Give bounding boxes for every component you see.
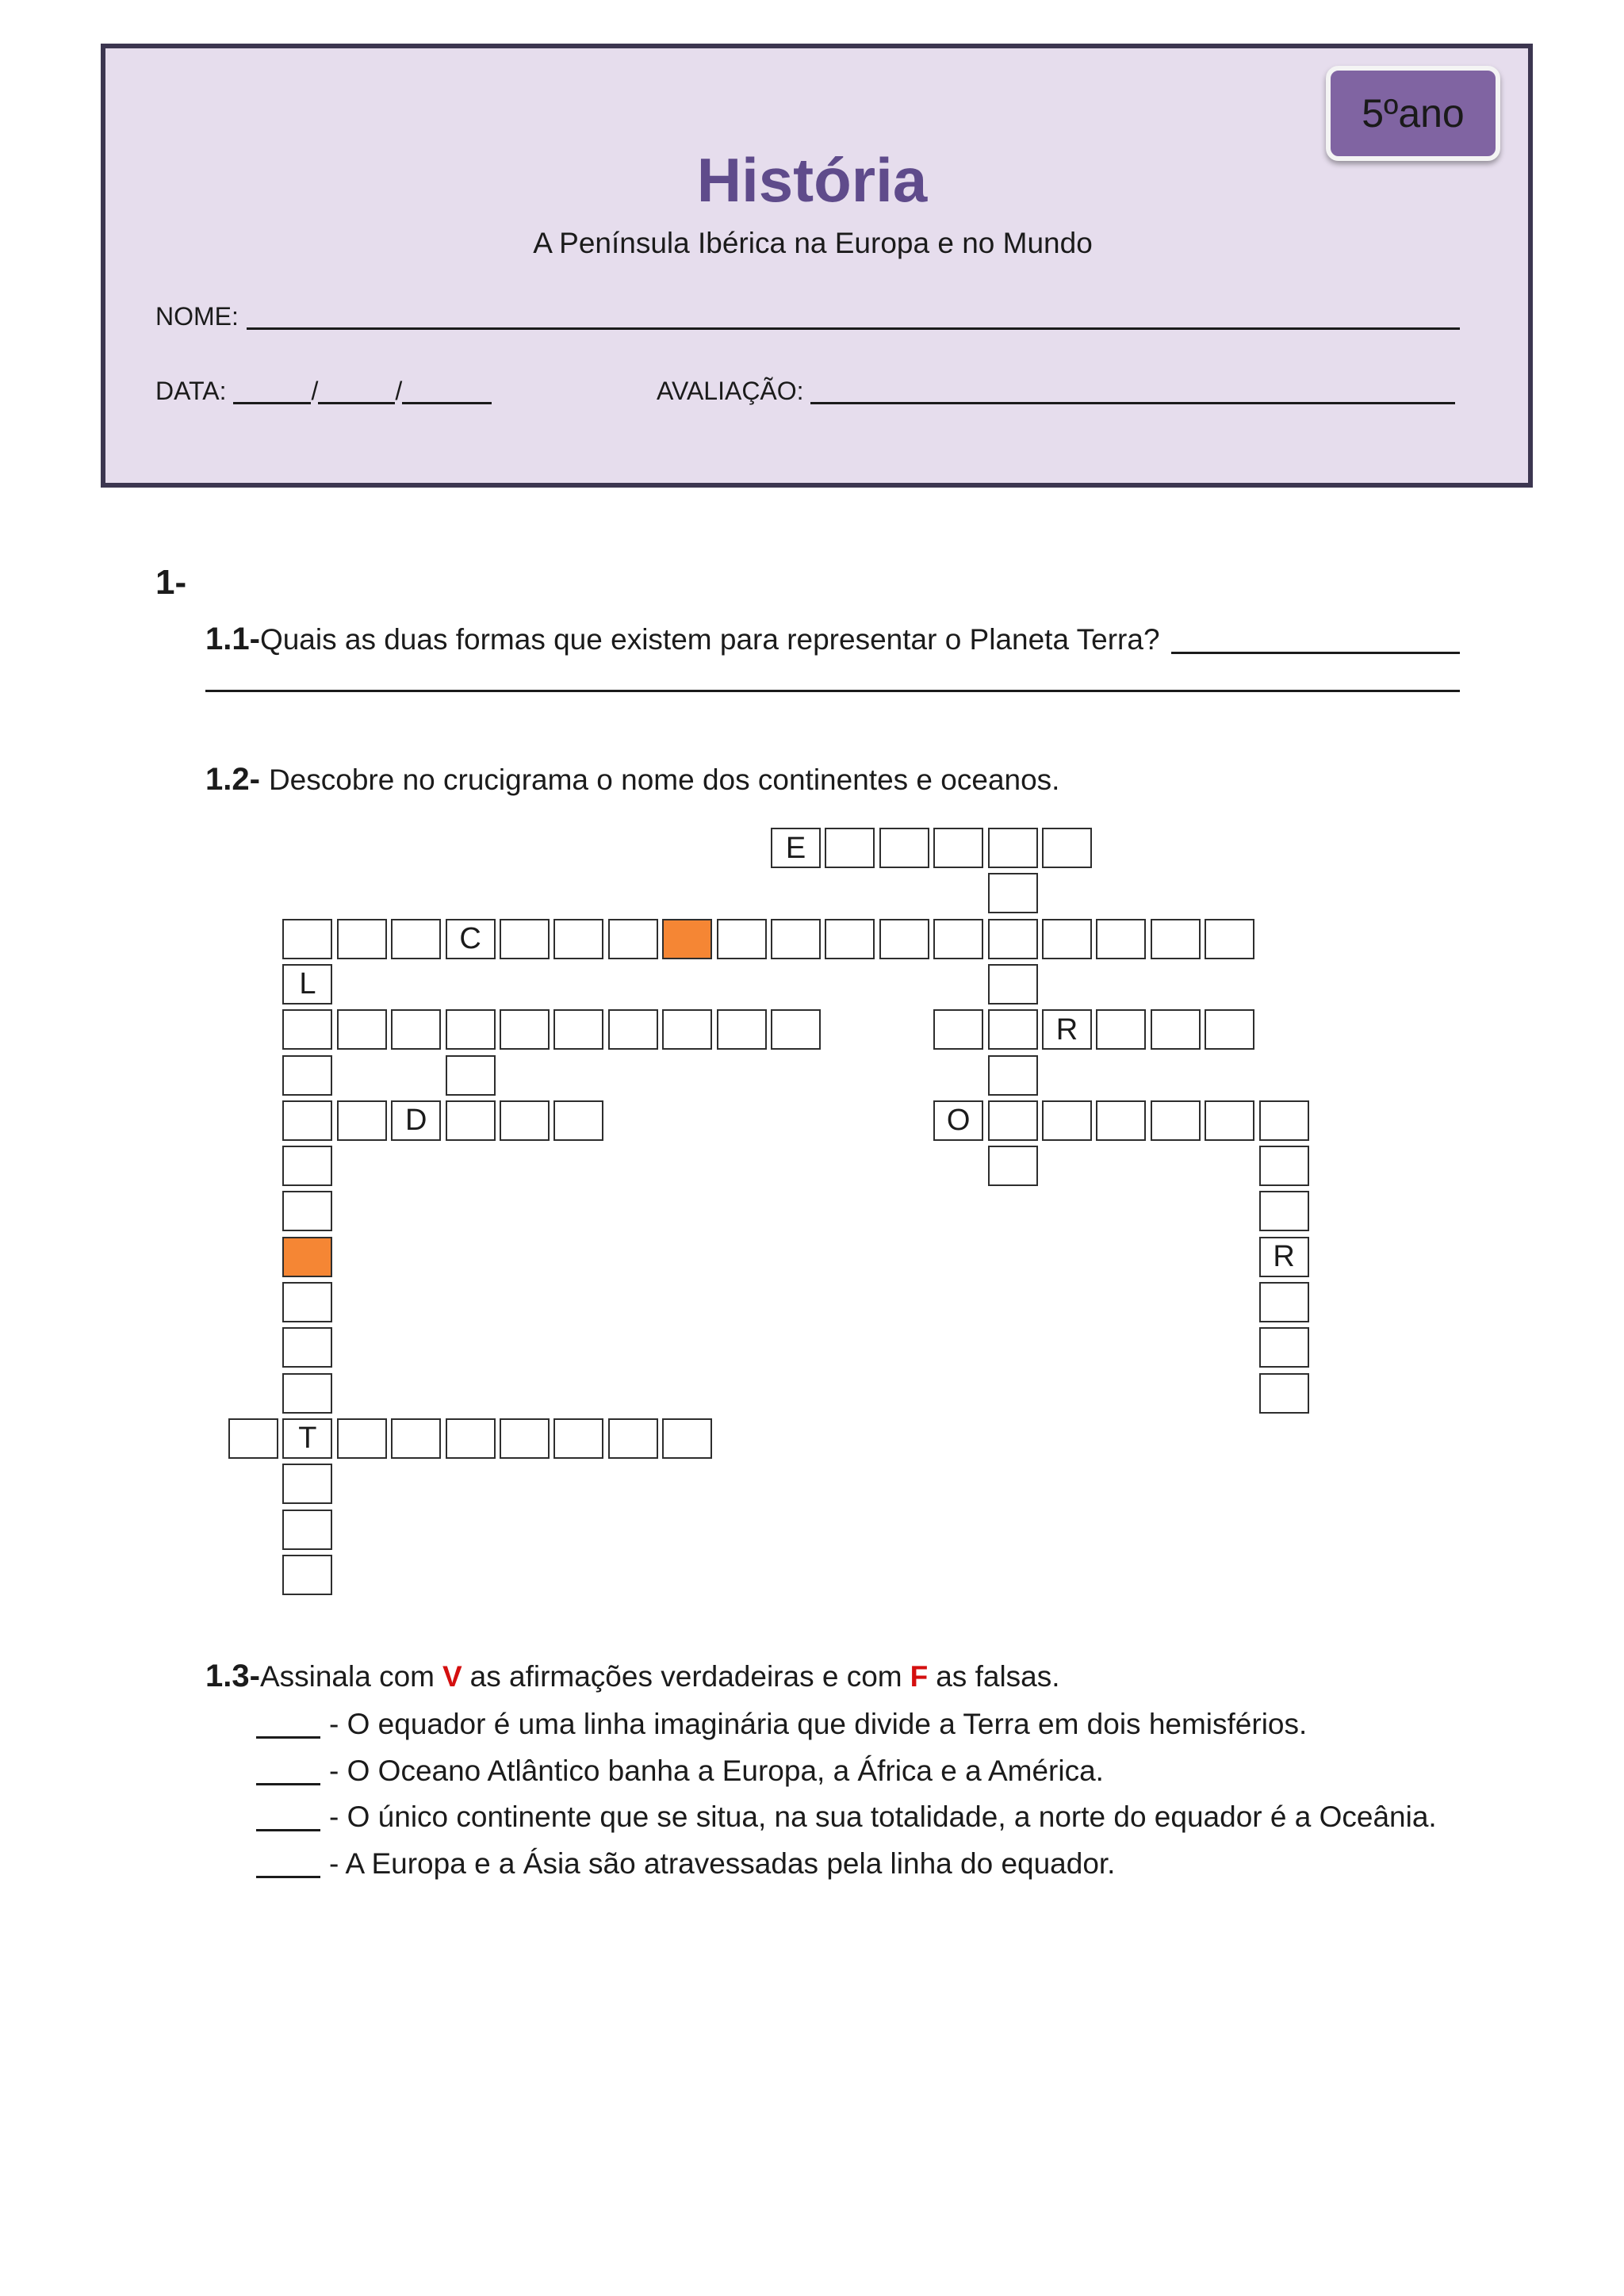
crossword-cell <box>988 1055 1038 1096</box>
statement-item <box>256 1705 1307 1743</box>
crossword-cell <box>391 919 441 959</box>
crossword-cell <box>282 1146 332 1186</box>
crossword-cell <box>1205 1009 1254 1050</box>
crossword-cell <box>282 1418 332 1459</box>
crossword-cell <box>988 828 1038 868</box>
date-year-blank <box>402 381 492 404</box>
crossword-given-letter: O <box>946 1104 971 1138</box>
crossword-cell <box>282 919 332 959</box>
crossword-cell <box>988 1146 1038 1186</box>
crossword-cell <box>1096 1100 1146 1141</box>
date-separator: / <box>395 377 403 405</box>
answer-blank-line <box>256 1715 320 1739</box>
crossword-cell <box>1042 1009 1092 1050</box>
crossword-cell <box>1042 828 1092 868</box>
crossword-cell <box>608 919 658 959</box>
crossword-cell <box>282 1373 332 1414</box>
crossword-cell <box>1259 1237 1309 1277</box>
question-1-2-text: Descobre no crucigrama o nome dos continentes e oceanos. <box>268 763 1060 796</box>
name-field-row <box>155 297 1460 335</box>
name-blank-line <box>247 306 1460 330</box>
crossword-cell <box>933 828 983 868</box>
crossword-cell <box>988 1009 1038 1050</box>
crossword-cell <box>282 1282 332 1322</box>
crossword-cell <box>771 1009 821 1050</box>
crossword-cell <box>553 1009 603 1050</box>
answer-blank-line <box>256 1762 320 1785</box>
crossword-cell <box>446 1100 496 1141</box>
evaluation-blank-line <box>810 381 1455 404</box>
date-month-blank <box>318 381 395 404</box>
crossword-cell <box>282 1327 332 1368</box>
crossword-cell <box>825 919 875 959</box>
question-1-1-text: Quais as duas formas que existem para representar o Planeta Terra? <box>259 623 1160 656</box>
crossword-cell <box>500 919 550 959</box>
crossword-cell <box>500 1418 550 1459</box>
crossword-cell <box>282 1100 332 1141</box>
statement-item <box>256 1798 1437 1836</box>
statement-text: - O equador é uma linha imaginária que divide a Terra em dois hemisférios. <box>329 1708 1308 1740</box>
crossword-cell <box>446 1418 496 1459</box>
crossword-cell <box>988 964 1038 1004</box>
answer-blank-line <box>1171 630 1460 654</box>
question-1-3 <box>205 1657 1060 1695</box>
statement-text: - O único continente que se situa, na sua totalidade, a norte do equador é a Oceânia. <box>329 1800 1437 1833</box>
crossword-cell <box>1096 1009 1146 1050</box>
crossword-cell <box>717 1009 767 1050</box>
instruction-end: as falsas. <box>936 1660 1060 1693</box>
evaluation-field-row <box>657 372 1455 410</box>
date-field-row <box>155 372 492 410</box>
crossword-cell <box>1259 1100 1309 1141</box>
crossword-given-letter: C <box>459 922 481 956</box>
crossword-cell <box>282 1009 332 1050</box>
crossword-cell <box>1259 1373 1309 1414</box>
crossword-cell <box>282 1191 332 1231</box>
crossword-grid <box>228 828 1313 1600</box>
crossword-cell <box>337 1009 387 1050</box>
crossword-cell <box>1259 1146 1309 1186</box>
crossword-cell <box>446 919 496 959</box>
worksheet-subtitle: A Península Ibérica na Europa e no Mundo <box>533 227 1093 259</box>
crossword-cell <box>337 1100 387 1141</box>
crossword-cell <box>771 919 821 959</box>
crossword-cell <box>608 1009 658 1050</box>
question-1-3-number: 1.3- <box>205 1659 260 1693</box>
crossword-cell <box>662 1009 712 1050</box>
crossword-cell <box>337 919 387 959</box>
instruction-middle: as afirmações verdadeiras e com <box>469 1660 902 1693</box>
crossword-cell <box>282 1055 332 1096</box>
crossword-cell <box>608 1418 658 1459</box>
instruction-start: Assinala com <box>259 1660 435 1693</box>
crossword-given-letter: T <box>298 1422 317 1456</box>
crossword-cell <box>1259 1282 1309 1322</box>
crossword-cell <box>553 1100 603 1141</box>
worksheet-header <box>101 44 1533 488</box>
crossword-cell <box>717 919 767 959</box>
statement-text: - O Oceano Atlântico banha a Europa, a África e a América. <box>329 1755 1104 1787</box>
crossword-cell <box>1259 1191 1309 1231</box>
crossword-cell <box>282 1555 332 1595</box>
crossword-cell <box>446 1009 496 1050</box>
crossword-given-letter: R <box>1273 1240 1295 1274</box>
statement-item <box>256 1845 1115 1883</box>
crossword-cell <box>1151 1100 1201 1141</box>
false-mark: F <box>910 1660 929 1693</box>
crossword-highlighted-cell <box>662 919 712 959</box>
true-mark: V <box>442 1660 462 1693</box>
crossword-cell <box>553 1418 603 1459</box>
crossword-cell <box>282 964 332 1004</box>
crossword-cell <box>662 1418 712 1459</box>
crossword-given-letter: R <box>1055 1012 1078 1047</box>
crossword-cell <box>988 919 1038 959</box>
crossword-cell <box>933 1100 983 1141</box>
crossword-cell <box>933 919 983 959</box>
crossword-cell <box>553 919 603 959</box>
crossword-cell <box>282 1510 332 1550</box>
answer-blank-line <box>256 1808 320 1831</box>
crossword-given-letter: L <box>299 967 316 1001</box>
crossword-cell <box>500 1009 550 1050</box>
crossword-cell <box>228 1418 278 1459</box>
name-label: NOME: <box>155 302 239 331</box>
section-number: 1- <box>155 563 187 602</box>
answer-blank-line <box>256 1854 320 1878</box>
date-label: DATA: <box>155 377 227 405</box>
crossword-cell <box>933 1009 983 1050</box>
crossword-cell <box>337 1418 387 1459</box>
date-day-blank <box>233 381 311 404</box>
crossword-cell <box>1151 1009 1201 1050</box>
date-separator: / <box>311 377 319 405</box>
subject-title: História <box>696 145 928 215</box>
crossword-cell <box>391 1100 441 1141</box>
crossword-cell <box>1205 919 1254 959</box>
crossword-cell <box>988 873 1038 913</box>
question-1-2-number: 1.2- <box>205 762 260 797</box>
crossword-cell <box>391 1009 441 1050</box>
crossword-cell <box>1042 919 1092 959</box>
answer-blank-line <box>205 690 1460 692</box>
crossword-cell <box>1259 1327 1309 1368</box>
crossword-cell <box>825 828 875 868</box>
crossword-cell <box>988 1100 1038 1141</box>
statement-item <box>256 1752 1104 1790</box>
crossword-cell <box>879 919 929 959</box>
crossword-cell <box>1151 919 1201 959</box>
grade-badge: 5ºano <box>1326 66 1500 161</box>
crossword-highlighted-cell <box>282 1237 332 1277</box>
crossword-cell <box>1205 1100 1254 1141</box>
crossword-cell <box>282 1464 332 1504</box>
crossword-cell <box>879 828 929 868</box>
crossword-cell <box>391 1418 441 1459</box>
crossword-given-letter: D <box>404 1104 427 1138</box>
crossword-cell <box>1042 1100 1092 1141</box>
crossword-cell <box>771 828 821 868</box>
crossword-cell <box>1096 919 1146 959</box>
crossword-cell <box>446 1055 496 1096</box>
statement-text: - A Europa e a Ásia são atravessadas pela linha do equador. <box>329 1847 1116 1880</box>
question-1-1-number: 1.1- <box>205 622 260 656</box>
crossword-cell <box>500 1100 550 1141</box>
question-1-2 <box>205 760 1059 798</box>
crossword-given-letter: E <box>785 831 806 865</box>
question-1-1 <box>205 620 1460 658</box>
evaluation-label: AVALIAÇÃO: <box>657 377 804 405</box>
